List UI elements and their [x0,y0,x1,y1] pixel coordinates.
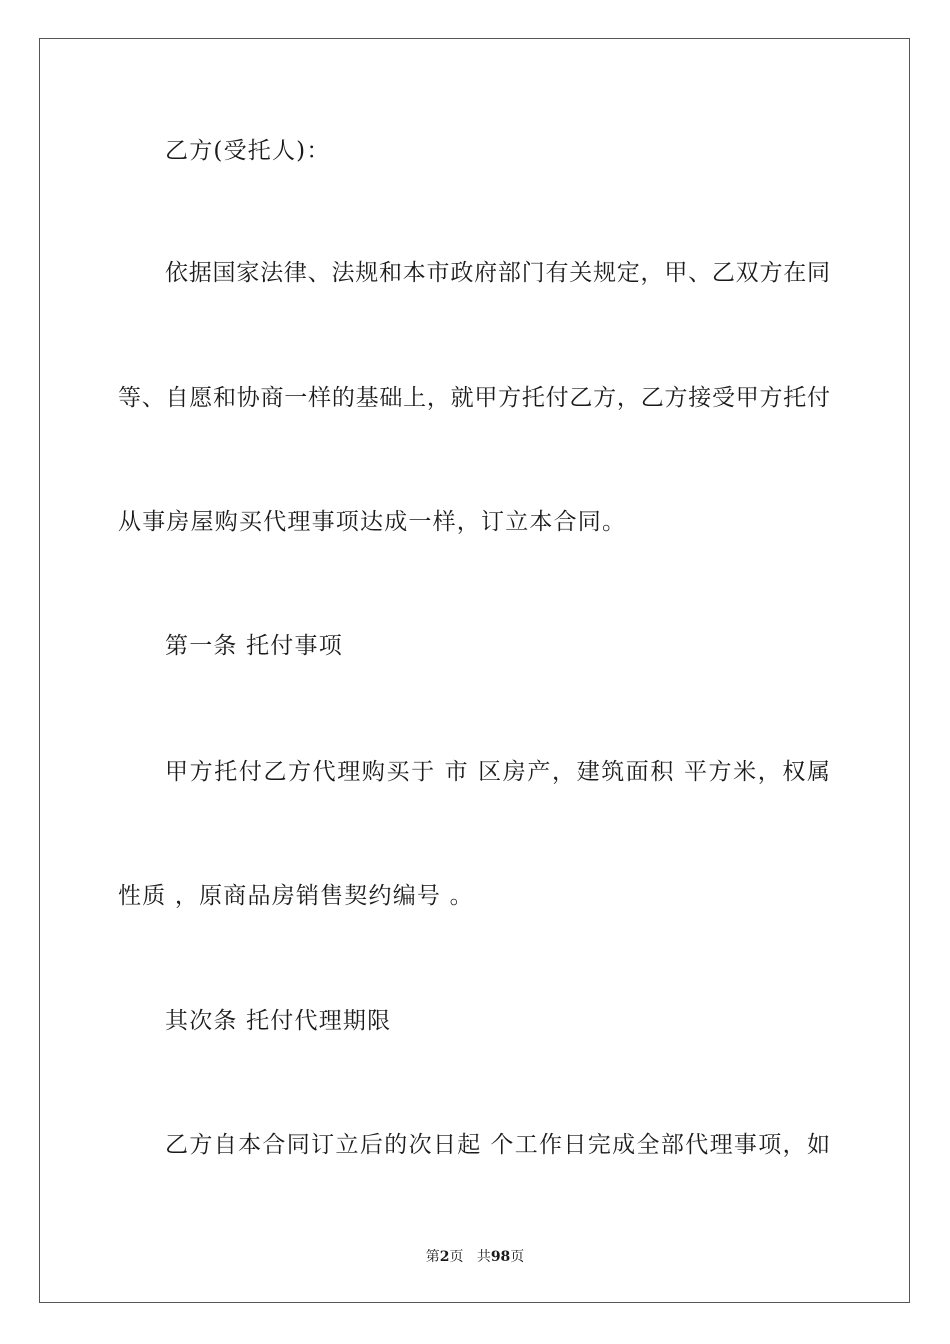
article-heading: 其次条 托付代理期限 [165,1008,392,1034]
paragraph-line: 依据国家法律、法规和本市政府部门有关规定，甲、乙双方在同 [165,260,830,286]
party-b-label: 乙方(受托人)： [165,138,331,164]
total-suffix: 页 [510,1249,525,1265]
page-border [39,38,910,1303]
paragraph-line: 乙方自本合同订立后的次日起 个工作日完成全部代理事项，如 [165,1132,830,1158]
page-prefix: 第 [425,1249,440,1265]
paragraph-line: 性质 ，原商品房销售契约编号 。 [118,883,474,909]
article-heading: 第一条 托付事项 [165,633,343,659]
page-number: 2 [439,1249,450,1265]
total-prefix: 共 [476,1249,491,1265]
paragraph-line: 等、自愿和协商一样的基础上，就甲方托付乙方，乙方接受甲方托付 [118,385,830,411]
total-pages: 98 [490,1249,511,1265]
paragraph-line: 甲方托付乙方代理购买于 市 区房产，建筑面积 平方米，权属 [165,759,830,785]
page-suffix: 页 [449,1249,464,1265]
page-footer [0,1248,950,1266]
paragraph-line: 从事房屋购买代理事项达成一样，订立本合同。 [118,509,627,535]
